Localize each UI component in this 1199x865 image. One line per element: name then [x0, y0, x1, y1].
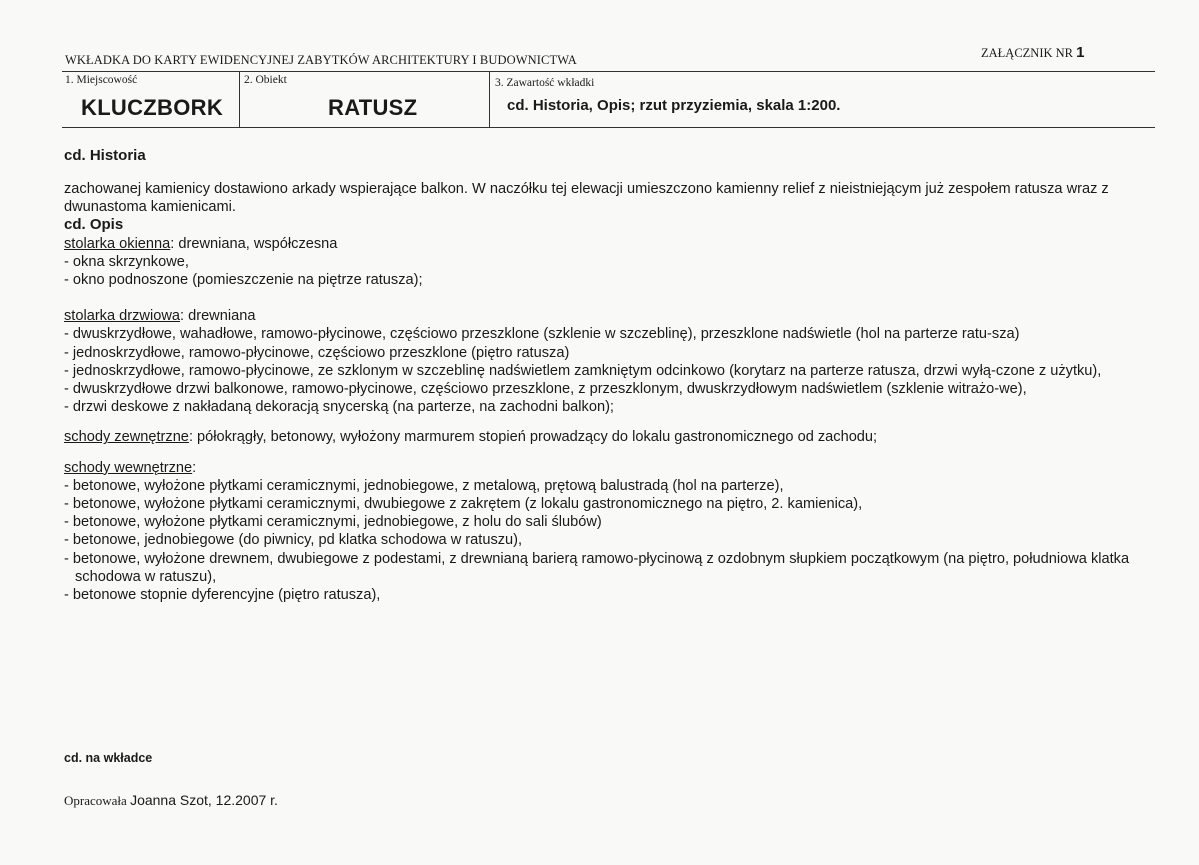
list-item: - okno podnoszone (pomieszczenie na piętrze ratusza); [64, 272, 423, 289]
author-label: Opracowała [64, 793, 127, 808]
form-title: WKŁADKA DO KARTY EWIDENCYJNEJ ZABYTKÓW ARCHITEKTURY I BUDOWNICTWA [65, 53, 577, 67]
list-item: - jednoskrzydłowe, ramowo-płycinowe, ze szklonym w szczeblinę nadświetlem zamkniętym odcinkowo (korytarz na parterze ratusza, drzwi wyłą-czone z użytku), [64, 362, 1102, 379]
author-line [64, 792, 278, 809]
description-heading: cd. Opis [64, 216, 124, 234]
windows-line [64, 235, 1154, 253]
outer-stairs-line [64, 428, 1154, 446]
header-bottom-rule [62, 127, 1155, 128]
list-item: - betonowe, jednobiegowe (do piwnicy, pd klatka schodowa w ratuszu), [64, 532, 523, 549]
list-item: - betonowe, wyłożone płytkami ceramicznymi, dwubiegowe z zakrętem (z lokalu gastronomicznego na piętro, 2. kamienica), [64, 496, 863, 513]
header-top-rule [62, 71, 1155, 72]
object-value: RATUSZ [328, 95, 418, 120]
outer-stairs-term: schody zewnętrzne [64, 429, 189, 446]
annex-number: 1 [1076, 44, 1085, 61]
object-label: 2. Obiekt [244, 74, 287, 86]
list-item: - betonowe, wyłożone płytkami ceramicznymi, jednobiegowe, z holu do sali ślubów) [64, 514, 602, 531]
list-item: - okna skrzynkowe, [64, 253, 189, 270]
annex-label [981, 44, 1084, 61]
history-heading: cd. Historia [64, 147, 146, 164]
outer-stairs-rest: : półokrągły, betonowy, wyłożony marmurem stopień prowadzący do lokalu gastronomicznego od zachodu; [188, 429, 878, 446]
list-item: - betonowe, wyłożone drewnem, dwubiegowe z podestami, z drewnianą barierą ramowo-płycinową z ozdobnym słupkiem początkowym (na piętro, południowa klatka schodowa w ratuszu), [64, 550, 1130, 585]
history-text: zachowanej kamienicy dostawiono arkady wspierające balkon. W naczółku tej elewacji umieszczono kamienny relief z nieistniejącym już zespołem ratusza wraz z dwunastoma kamienicami. [64, 181, 1109, 216]
contents-value: cd. Historia, Opis; rzut przyziemia, skala 1:200. [507, 97, 841, 114]
location-value: KLUCZBORK [81, 95, 224, 120]
inner-stairs-term: schody wewnętrzne [64, 459, 193, 476]
windows-term: stolarka okienna [64, 235, 171, 252]
location-label: 1. Miejscowość [65, 74, 138, 86]
list-item: - betonowe stopnie dyferencyjne (piętro ratusza), [64, 587, 381, 604]
list-item: - dwuskrzydłowe, wahadłowe, ramowo-płycinowe, częściowo przeszklone (szklenie w szczeblinę), przeszklone nadświetle (hol na parterze ratu-sza) [64, 326, 1020, 343]
contents-label: 3. Zawartość wkładki [495, 77, 595, 89]
list-item: - drzwi deskowe z nakładaną dekoracją snycerską (na parterze, na zachodni balkon); [64, 399, 614, 416]
cell-divider-1 [239, 71, 240, 127]
cell-divider-2 [489, 71, 490, 127]
doors-term: stolarka drzwiowa [64, 308, 180, 325]
doors-line [64, 307, 1154, 325]
author-value: Joanna Szot, 12.2007 r. [130, 792, 278, 808]
list-item: - dwuskrzydłowe drzwi balkonowe, ramowo-płycinowe, częściowo przeszklone, z przeszklonym, dwuskrzydłowym nadświetlem (szklenie witrażo-we), [64, 381, 1027, 398]
inner-stairs-rest: : [192, 459, 197, 476]
list-item: - jednoskrzydłowe, ramowo-płycinowe, częściowo przeszklone (piętro ratusza) [64, 344, 570, 361]
inner-stairs-line [64, 459, 1154, 477]
windows-rest: : drewniana, współczesna [170, 235, 338, 252]
annex-label-text: ZAŁĄCZNIK NR [981, 46, 1074, 60]
document-body [64, 180, 1154, 604]
list-item: - betonowe, wyłożone płytkami ceramicznymi, jednobiegowe, z metalową, prętową balustradą (hol na parterze), [64, 477, 784, 494]
continued-note: cd. na wkładce [64, 751, 153, 765]
doors-rest: : drewniana [179, 308, 256, 325]
